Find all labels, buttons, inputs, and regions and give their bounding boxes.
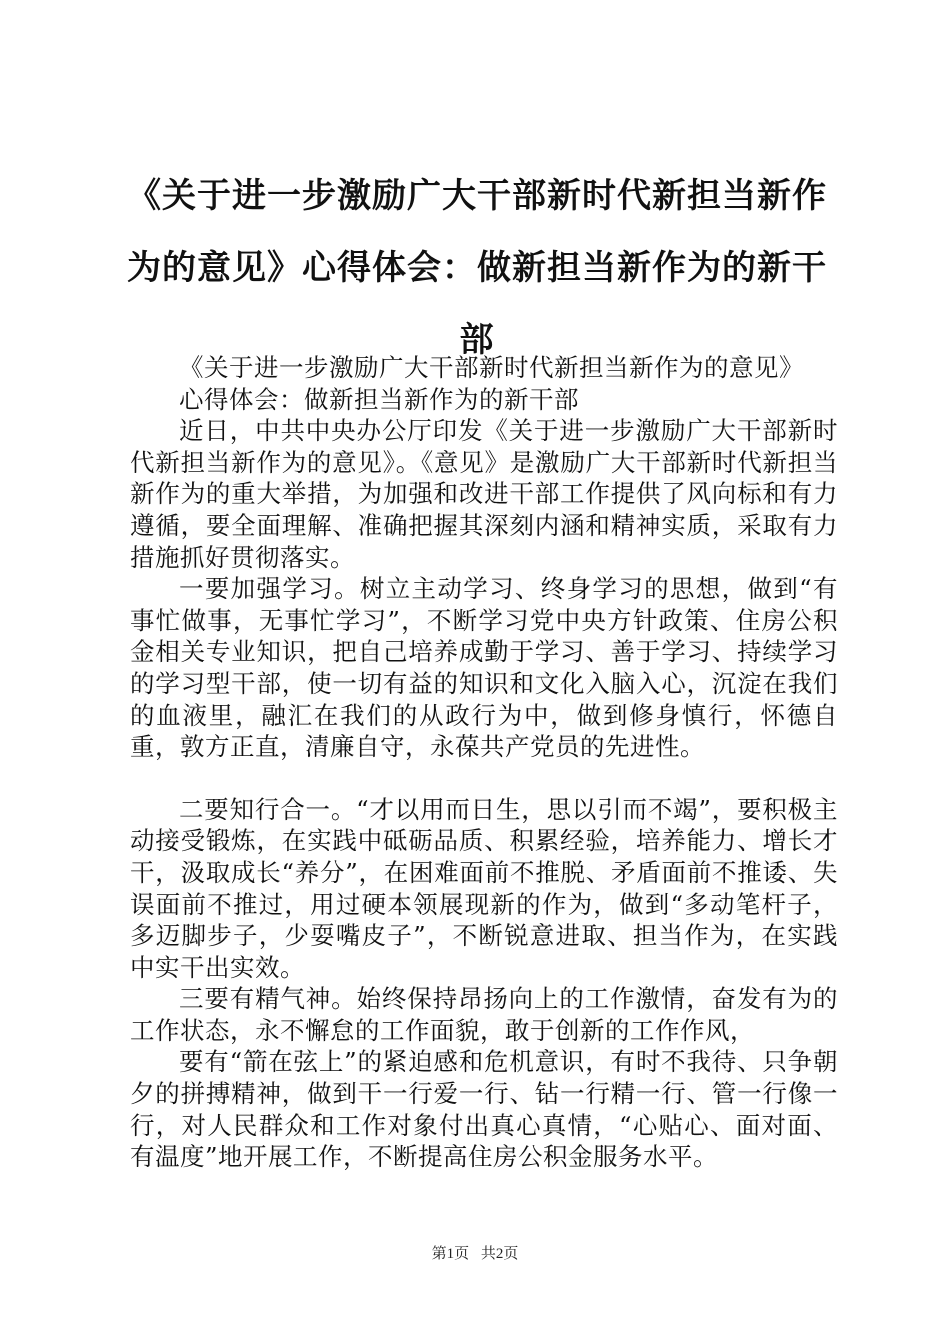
paragraph-practice: 二要知行合一。“才以用而日生，思以引而不竭”，要积极主动接受锻炼，在实践中砥砺品质、积累经验，培养能力、增长才干，汲取成长“养分”，在困难面前不推脱、矛盾面前不推诿、失误面前不推过，用过硬本领展现新的作为，做到“多动笔杆子，多迈脚步子，少耍嘴皮子”，不断锐意进取、担当作为，在实践中实干出实效。 bbox=[130, 794, 838, 982]
page-footer bbox=[0, 1244, 950, 1264]
subtitle-line-2: 心得体会：做新担当新作为的新干部 bbox=[179, 384, 579, 414]
paragraph-study: 一要加强学习。树立主动学习、终身学习的思想，做到“有事忙做事，无事忙学习”，不断学习党中央方针政策、住房公积金相关专业知识，把自己培养成勤于学习、善于学习、持续学习的学习型干部，使一切有益的知识和文化入脑入心，沉淀在我们的血液里，融汇在我们的从政行为中，做到修身慎行，怀德自重，敦方正直，清廉自守，永葆共产党员的先进性。 bbox=[130, 574, 838, 762]
document-title: 《关于进一步激励广大干部新时代新担当新作为的意见》心得体会：做新担当新作为的新干部 bbox=[127, 176, 827, 360]
document-body bbox=[130, 352, 838, 1173]
paragraph-urgency: 要有“箭在弦上”的紧迫感和危机意识，有时不我待、只争朝夕的拼搏精神，做到干一行爱一行、钻一行精一行、管一行像一行，对人民群众和工作对象付出真心真情，“心贴心、面对面、有温度”地开展工作，不断提高住房公积金服务水平。 bbox=[130, 1047, 838, 1172]
page-number-total: 共2页 bbox=[480, 1246, 519, 1262]
paragraph-spirit: 三要有精气神。始终保持昂扬向上的工作激情，奋发有为的工作状态，永不懈怠的工作面貌，敢于创新的工作作风， bbox=[130, 984, 838, 1045]
page-number-current: 第1页 bbox=[431, 1246, 470, 1262]
subtitle-line-1: 《关于进一步激励广大干部新时代新担当新作为的意见》 bbox=[179, 353, 804, 382]
paragraph-intro: 近日，中共中央办公厅印发《关于进一步激励广大干部新时代新担当新作为的意见》。《意见》是激励广大干部新时代新担当新作为的重大举措，为加强和改进干部工作提供了风向标和有力遵循，要全面理解、准确把握其深刻内涵和精神实质，采取有力措施抓好贯彻落实。 bbox=[130, 416, 838, 572]
